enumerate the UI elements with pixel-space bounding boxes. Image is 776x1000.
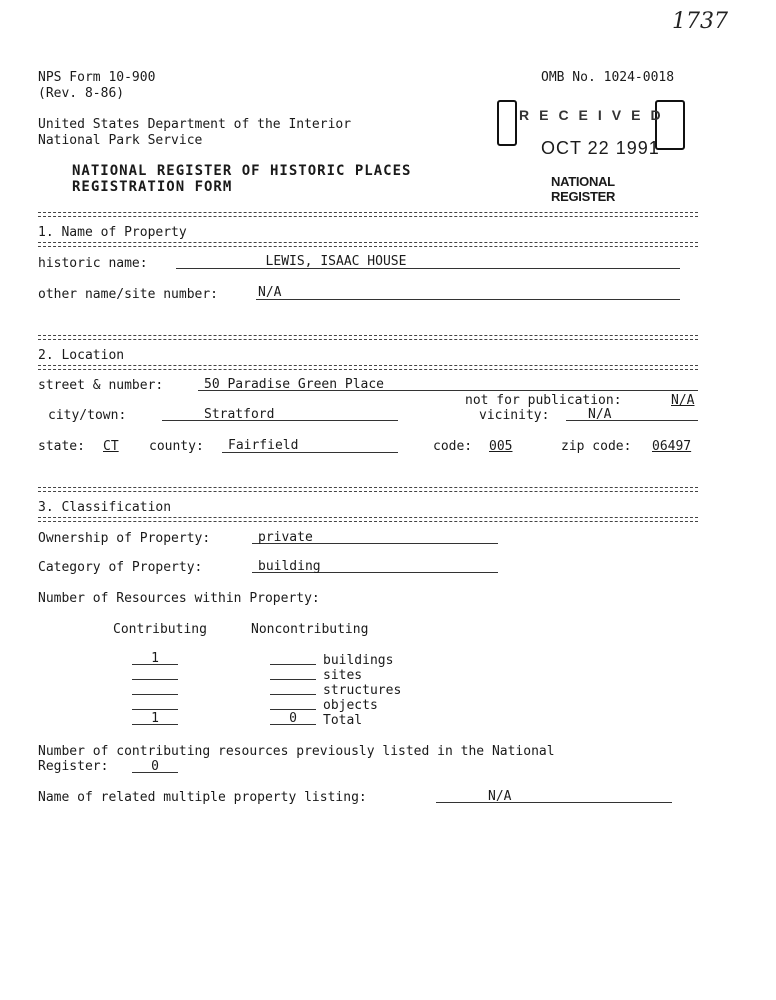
resource-type-label: Total [323,713,363,728]
contributing-count: 1 [151,711,159,726]
resource-type-label: structures [323,683,402,698]
omb-number: OMB No. 1024-0018 [541,70,675,85]
contributing-line [132,679,178,680]
noncontributing-line [270,694,316,695]
zip-label: zip code: [561,439,632,454]
category-label: Category of Property: [38,560,203,575]
section3-heading: 3. Classification [38,500,172,515]
code-label: code: [433,439,473,454]
street-label: street & number: [38,378,164,393]
section-divider [38,335,698,340]
not-for-publication-label: not for publication: [465,393,622,408]
stamp-letter-r-box [497,100,517,146]
contributing-line [132,694,178,695]
other-name-line [256,299,680,300]
historic-name-value: LEWIS, ISAAC HOUSE [265,254,407,269]
city-label: city/town: [48,408,127,423]
county-value: Fairfield [228,438,299,453]
section-divider [38,242,698,247]
section-divider [38,517,698,522]
ownership-value: private [258,530,313,545]
vicinity-line [566,420,698,421]
section-divider [38,487,698,492]
noncontributing-line [270,664,316,665]
stamp-received-text: RECEIVED [519,107,671,123]
not-for-publication-value: N/A [671,393,695,408]
historic-name-label: historic name: [38,256,148,271]
street-value: 50 Paradise Green Place [204,377,385,392]
multiple-property-value: N/A [488,789,512,804]
previously-listed-label: Number of contributing resources previously listed in the National [38,744,555,759]
section-divider [38,212,698,217]
handwritten-reference-number: 1737 [672,9,728,34]
noncontributing-count: 0 [289,711,297,726]
vicinity-label: vicinity: [479,408,550,423]
ownership-label: Ownership of Property: [38,531,211,546]
form-number: NPS Form 10-900 [38,70,156,85]
resource-type-label: buildings [323,653,394,668]
section-divider [38,365,698,370]
resource-type-label: objects [323,698,378,713]
agency-service: National Park Service [38,133,203,148]
contributing-header: Contributing [113,622,207,637]
vicinity-value: N/A [588,407,612,422]
stamp-date: OCT 22 1991 [541,138,660,158]
section1-heading: 1. Name of Property [38,225,187,240]
city-value: Stratford [204,407,275,422]
stamp-org-line2: REGISTER [551,189,616,204]
previously-listed-register-label: Register: [38,759,109,774]
county-label: county: [149,439,204,454]
zip-value: 06497 [652,439,692,454]
form-subtitle: REGISTRATION FORM [72,179,233,195]
code-value: 005 [489,439,513,454]
previously-listed-value: 0 [151,759,159,774]
other-name-label: other name/site number: [38,287,219,302]
resources-label: Number of Resources within Property: [38,591,320,606]
agency-department: United States Department of the Interior [38,117,352,132]
state-label: state: [38,439,85,454]
other-name-value: N/A [258,285,282,300]
resource-type-label: sites [323,668,363,683]
contributing-count: 1 [151,651,159,666]
noncontributing-line [270,679,316,680]
category-value: building [258,559,321,574]
noncontributing-line [270,709,316,710]
state-value: CT [103,439,119,454]
multiple-property-label: Name of related multiple property listing: [38,790,367,805]
stamp-org-line1: NATIONAL [551,174,615,189]
multiple-property-line [436,802,672,803]
noncontributing-header: Noncontributing [251,622,369,637]
form-title: NATIONAL REGISTER OF HISTORIC PLACES [72,163,412,179]
contributing-line [132,709,178,710]
city-line [162,420,398,421]
form-revision: (Rev. 8-86) [38,86,125,101]
section2-heading: 2. Location [38,348,125,363]
